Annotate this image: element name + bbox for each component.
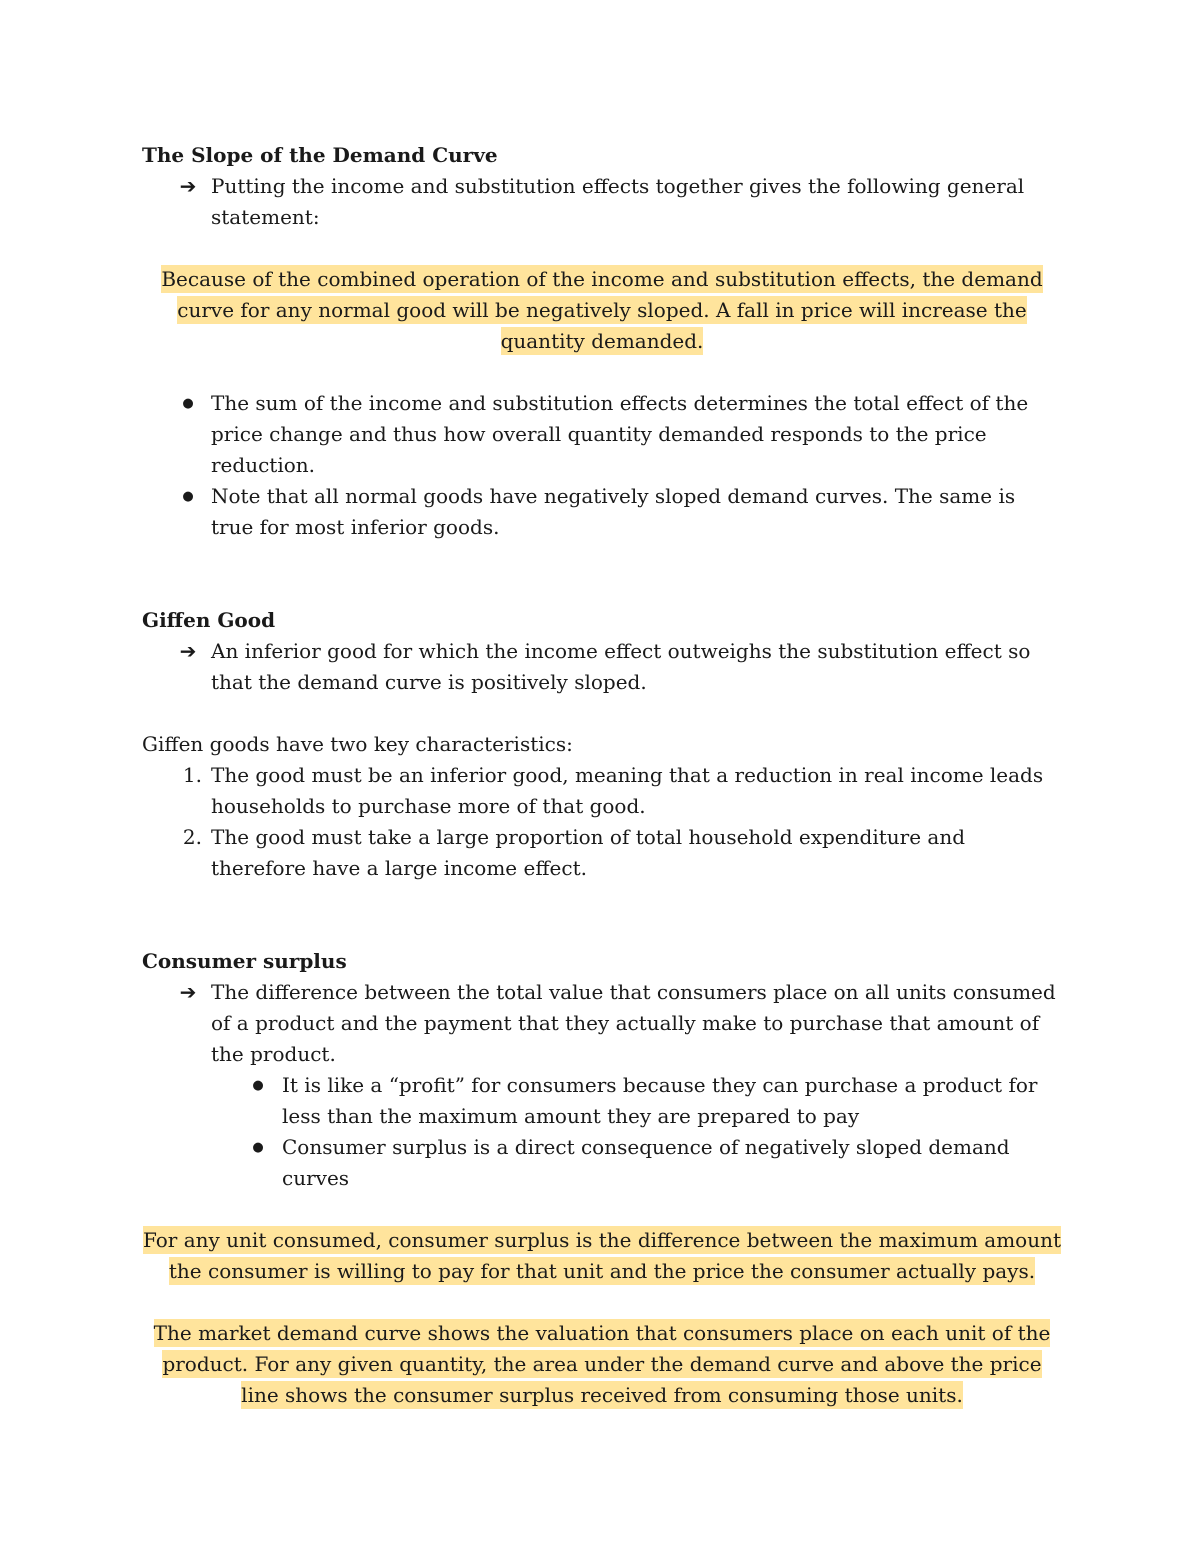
bullet-icon: ● [252, 1140, 264, 1155]
sub-bullet-list-item [142, 1070, 1062, 1132]
arrow-list [142, 636, 1062, 698]
document-page [142, 140, 1062, 1411]
arrow-icon: ➔ [179, 174, 197, 198]
bullet-list [142, 388, 1062, 543]
numbered-item-text: The good must be an inferior good, meaning that a reduction in real income leads households to purchase more of that good. [211, 763, 1044, 818]
section-heading-giffen-good: Giffen Good [142, 608, 276, 632]
sub-bullet-list [142, 1070, 1062, 1194]
sub-bullet-text: It is like a “profit” for consumers because they can purchase a product for less than the maximum amount they are prepared to pay [282, 1073, 1038, 1128]
bullet-item-text: Note that all normal goods have negatively sloped demand curves. The same is true for most inferior goods. [211, 484, 1016, 539]
arrow-list-item [142, 636, 1062, 698]
arrow-item-text: Putting the income and substitution effects together gives the following general statement: [211, 174, 1025, 229]
bullet-icon: ● [252, 1078, 264, 1093]
arrow-item-text: The difference between the total value that consumers place on all units consumed of a product and the payment that they actually make to purchase that amount of the product. [211, 980, 1056, 1066]
bullet-list-item [142, 481, 1062, 543]
section-heading-consumer-surplus: Consumer surplus [142, 949, 347, 973]
bullet-item-text: The sum of the income and substitution effects determines the total effect of the price change and thus how overall quantity demanded responds to the price reduction. [211, 391, 1029, 477]
numbered-item-text: The good must take a large proportion of total household expenditure and therefore have a large income effect. [211, 825, 966, 880]
arrow-icon: ➔ [179, 639, 197, 663]
numbered-list-item [142, 822, 1062, 884]
highlight-text: For any unit consumed, consumer surplus is the difference between the maximum amount the consumer is willing to pay for that unit and the price the consumer actually pays. [142, 1228, 1062, 1283]
arrow-list-item [142, 171, 1062, 233]
highlighted-statement [142, 264, 1062, 357]
giffen-intro: Giffen goods have two key characteristics: [142, 732, 573, 756]
sub-bullet-list-item [142, 1132, 1062, 1194]
bullet-list-item [142, 388, 1062, 481]
arrow-list [142, 171, 1062, 233]
list-number: 1. [182, 763, 202, 787]
highlighted-statement [142, 1225, 1062, 1287]
section-heading-demand-curve-slope: The Slope of the Demand Curve [142, 143, 498, 167]
arrow-list [142, 977, 1062, 1070]
highlight-text: The market demand curve shows the valuation that consumers place on each unit of the product. For any given quantity, the area under the demand curve and above the price line shows the consumer surplus received from consuming those units. [153, 1321, 1051, 1407]
arrow-item-text: An inferior good for which the income effect outweighs the substitution effect so that the demand curve is positively sloped. [211, 639, 1031, 694]
bullet-icon: ● [182, 396, 194, 411]
numbered-list [142, 760, 1062, 884]
sub-bullet-text: Consumer surplus is a direct consequence of negatively sloped demand curves [282, 1135, 1010, 1190]
highlighted-statement [142, 1318, 1062, 1411]
numbered-list-item [142, 760, 1062, 822]
highlight-text: Because of the combined operation of the income and substitution effects, the demand curve for any normal good will be negatively sloped. A fall in price will increase the quantity demanded. [161, 267, 1043, 353]
bullet-icon: ● [182, 489, 194, 504]
list-number: 2. [182, 825, 202, 849]
arrow-list-item [142, 977, 1062, 1070]
arrow-icon: ➔ [179, 980, 197, 1004]
